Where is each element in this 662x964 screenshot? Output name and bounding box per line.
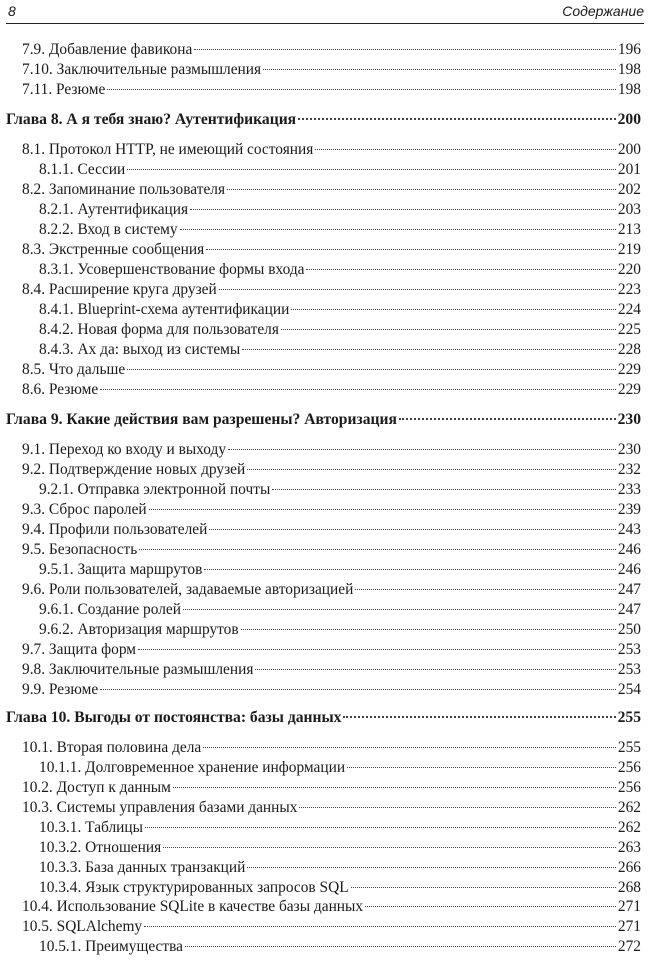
toc-entry-title: 10.3.4. Язык структурированных запросов SQL <box>39 879 349 896</box>
dot-leader <box>343 716 615 718</box>
dot-leader <box>255 669 615 670</box>
dot-leader <box>365 906 616 907</box>
toc-entry <box>0 858 662 878</box>
toc-entry-page: 247 <box>617 601 641 618</box>
dot-leader <box>241 629 616 630</box>
toc-entry-page: 253 <box>617 641 641 658</box>
toc-entry-title: 8.2.1. Аутентификация <box>39 201 189 218</box>
toc-entry-title: 9.6.1. Создание ролей <box>39 601 181 618</box>
toc-entry-page: 196 <box>617 41 641 58</box>
dot-leader <box>298 118 615 120</box>
toc-entry-page: 272 <box>617 938 641 955</box>
toc-entry <box>0 680 662 700</box>
toc-entry-title: 10.3.1. Таблицы <box>39 819 143 836</box>
dot-leader <box>355 589 616 590</box>
toc-entry-page: 246 <box>617 541 641 558</box>
dot-leader <box>144 926 616 927</box>
toc-entry-page: 229 <box>617 361 641 378</box>
toc-entry-title: 8.2. Запоминание пользователя <box>22 181 226 198</box>
dot-leader <box>180 229 616 230</box>
toc-entry-page: 262 <box>617 799 641 816</box>
dot-leader <box>100 389 616 390</box>
toc-entry-title: 10.5. SQLAlchemy <box>22 918 143 935</box>
dot-leader <box>306 269 615 270</box>
dot-leader <box>315 149 616 150</box>
toc-entry <box>0 500 662 520</box>
dot-leader <box>100 689 616 690</box>
toc-entry <box>0 640 662 660</box>
dot-leader <box>127 169 616 170</box>
dot-leader <box>247 469 616 470</box>
toc-entry <box>0 140 662 160</box>
toc-entry-title: 8.5. Что дальше <box>22 361 126 378</box>
dot-leader <box>185 946 616 947</box>
toc-entry <box>0 380 662 400</box>
dot-leader <box>272 489 616 490</box>
toc-entry-title: 8.4.3. Ах да: выход из системы <box>39 341 241 358</box>
toc-entry-title: 10.4. Использование SQLite в качестве базы данных <box>22 898 364 915</box>
toc-entry-title: 8.2.2. Вход в систему <box>39 221 178 238</box>
dot-leader <box>209 529 616 530</box>
toc-entry <box>0 878 662 898</box>
dot-leader <box>163 847 616 848</box>
toc-entry-title: 8.6. Резюме <box>22 381 99 398</box>
toc-entry <box>0 758 662 778</box>
dot-leader <box>138 649 616 650</box>
dot-leader <box>347 767 616 768</box>
toc-entry-page: 271 <box>617 898 641 915</box>
running-title: Содержание <box>562 3 644 19</box>
toc-entry <box>0 580 662 600</box>
toc-entry-page: 200 <box>617 111 641 128</box>
toc-entry <box>0 660 662 680</box>
toc-entry-page: 219 <box>617 241 641 258</box>
toc-entry <box>0 160 662 180</box>
toc-entry <box>0 440 662 460</box>
toc-entry <box>0 40 662 60</box>
toc-entry-page: 225 <box>617 321 641 338</box>
dot-leader <box>399 418 616 420</box>
toc-entry-title: 10.2. Доступ к данным <box>22 779 171 796</box>
toc-entry-page: 263 <box>617 839 641 856</box>
toc-entry-page: 229 <box>617 381 641 398</box>
dot-leader <box>127 369 616 370</box>
toc-entry-page: 202 <box>617 181 641 198</box>
dot-leader <box>183 609 616 610</box>
toc-entry-page: 203 <box>617 201 641 218</box>
toc-entry-page: 255 <box>617 709 641 726</box>
dot-leader <box>281 329 616 330</box>
toc-entry-title: 9.9. Резюме <box>22 681 99 698</box>
dot-leader <box>190 209 616 210</box>
dot-leader <box>242 349 616 350</box>
toc-entry-page: 223 <box>617 281 641 298</box>
toc-entry-title: 9.2.1. Отправка электронной почты <box>39 481 271 498</box>
toc-entry-title: 10.1.1. Долговременное хранение информации <box>39 759 346 776</box>
toc-entry-title: 9.3. Сброс паролей <box>22 501 147 518</box>
toc-entry-page: 243 <box>617 521 641 538</box>
dot-leader <box>227 189 616 190</box>
toc-entry-title: 7.9. Добавление фавикона <box>22 41 193 58</box>
toc-entry-title: 9.8. Заключительные размышления <box>22 661 254 678</box>
dot-leader <box>206 249 616 250</box>
dot-leader <box>291 309 616 310</box>
toc-entry-title: 10.3.2. Отношения <box>39 839 162 856</box>
toc-entry-page: 213 <box>617 221 641 238</box>
toc-entry <box>0 937 662 957</box>
toc-entry-title: 10.3.3. База данных транзакций <box>39 859 246 876</box>
toc-chapter-entry <box>0 410 662 430</box>
toc-entry-page: 233 <box>617 481 641 498</box>
toc-entry <box>0 360 662 380</box>
toc-entry-page: 246 <box>617 561 641 578</box>
toc-entry-page: 200 <box>617 141 641 158</box>
toc-entry-title: 9.1. Переход ко входу и выходу <box>22 441 227 458</box>
dot-leader <box>173 787 616 788</box>
toc-entry <box>0 320 662 340</box>
toc-entry <box>0 300 662 320</box>
toc-entry-page: 253 <box>617 661 641 678</box>
toc-entry <box>0 838 662 858</box>
toc-entry-title: 8.4.2. Новая форма для пользователя <box>39 321 279 338</box>
dot-leader <box>299 807 615 808</box>
dot-leader <box>107 89 616 90</box>
dot-leader <box>149 509 616 510</box>
toc-entry-page: 256 <box>617 759 641 776</box>
toc-entry <box>0 818 662 838</box>
toc-entry <box>0 798 662 818</box>
toc-entry-page: 230 <box>617 441 641 458</box>
toc-entry-page: 266 <box>617 859 641 876</box>
toc-entry-page: 239 <box>617 501 641 518</box>
toc-entry <box>0 60 662 80</box>
toc-entry-title: 9.6. Роли пользователей, задаваемые авторизацией <box>22 581 354 598</box>
toc-entry-title: 9.4. Профили пользователей <box>22 521 208 538</box>
toc-entry-page: 230 <box>617 411 641 428</box>
dot-leader <box>139 549 616 550</box>
dot-leader <box>194 49 616 50</box>
toc-entry-page: 247 <box>617 581 641 598</box>
toc-entry-page: 255 <box>617 739 641 756</box>
toc-entry <box>0 620 662 640</box>
dot-leader <box>247 867 616 868</box>
toc-entry-page: 262 <box>617 819 641 836</box>
dot-leader <box>263 69 616 70</box>
dot-leader <box>219 289 616 290</box>
toc-entry-page: 256 <box>617 779 641 796</box>
toc-entry-title: 8.1. Протокол HTTP, не имеющий состояния <box>22 141 314 158</box>
dot-leader <box>204 569 616 570</box>
dot-leader <box>228 449 616 450</box>
toc-entry-title: 10.1. Вторая половина дела <box>22 739 202 756</box>
toc-entry-title: 10.3. Системы управления базами данных <box>22 799 298 816</box>
toc-entry-page: 198 <box>617 81 641 98</box>
toc-entry-title: 8.4.1. Blueprint-схема аутентификации <box>39 301 290 318</box>
toc-entry-title: 8.4. Расширение круга друзей <box>22 281 217 298</box>
toc-entry <box>0 520 662 540</box>
toc-entry-page: 201 <box>617 161 641 178</box>
toc-entry <box>0 240 662 260</box>
toc-entry-page: 250 <box>617 621 641 638</box>
toc-entry <box>0 600 662 620</box>
toc-entry-title: Глава 10. Выгоды от постоянства: базы данных <box>6 709 342 726</box>
toc-entry <box>0 280 662 300</box>
toc-entry-page: 228 <box>617 341 641 358</box>
toc-entry-title: 7.10. Заключительные размышления <box>22 61 262 78</box>
toc-entry-title: 10.5.1. Преимущества <box>39 938 184 955</box>
toc-entry-title: 9.7. Защита форм <box>22 641 137 658</box>
toc-entry-title: 9.6.2. Авторизация маршрутов <box>39 621 239 638</box>
running-header <box>6 0 644 24</box>
toc-entry-title: 9.2. Подтверждение новых друзей <box>22 461 246 478</box>
toc-chapter-entry <box>0 708 662 728</box>
dot-leader <box>203 747 616 748</box>
toc-entry <box>0 897 662 917</box>
toc-entry <box>0 917 662 937</box>
toc-entry <box>0 460 662 480</box>
toc-entry <box>0 180 662 200</box>
toc-entry-title: 9.5. Безопасность <box>22 541 138 558</box>
toc-entry-title: 8.1.1. Сессии <box>39 161 126 178</box>
toc-entry-page: 220 <box>617 261 641 278</box>
toc-entry-title: Глава 8. А я тебя знаю? Аутентификация <box>6 111 297 128</box>
toc-entry <box>0 260 662 280</box>
dot-leader <box>351 887 616 888</box>
toc-entry-page: 254 <box>617 681 641 698</box>
toc-entry <box>0 540 662 560</box>
toc-entry-page: 224 <box>617 301 641 318</box>
toc-entry-title: 8.3.1. Усовершенствование формы входа <box>39 261 305 278</box>
toc-entry <box>0 80 662 100</box>
toc-entry <box>0 340 662 360</box>
toc-entry <box>0 220 662 240</box>
toc-entry <box>0 560 662 580</box>
dot-leader <box>145 827 616 828</box>
toc-entry-page: 198 <box>617 61 641 78</box>
toc-chapter-entry <box>0 110 662 130</box>
toc-entry-page: 271 <box>617 918 641 935</box>
toc-entry <box>0 480 662 500</box>
toc-entry-title: 7.11. Резюме <box>22 81 106 98</box>
toc-entry-page: 268 <box>617 879 641 896</box>
toc-entry <box>0 738 662 758</box>
toc-entry-title: 9.5.1. Защита маршрутов <box>39 561 203 578</box>
toc-entry <box>0 200 662 220</box>
toc-entry <box>0 778 662 798</box>
toc-entry-title: 8.3. Экстренные сообщения <box>22 241 205 258</box>
page-number: 8 <box>8 3 16 19</box>
toc-entry-page: 232 <box>617 461 641 478</box>
toc-entry-title: Глава 9. Какие действия вам разрешены? Авторизация <box>6 411 397 428</box>
